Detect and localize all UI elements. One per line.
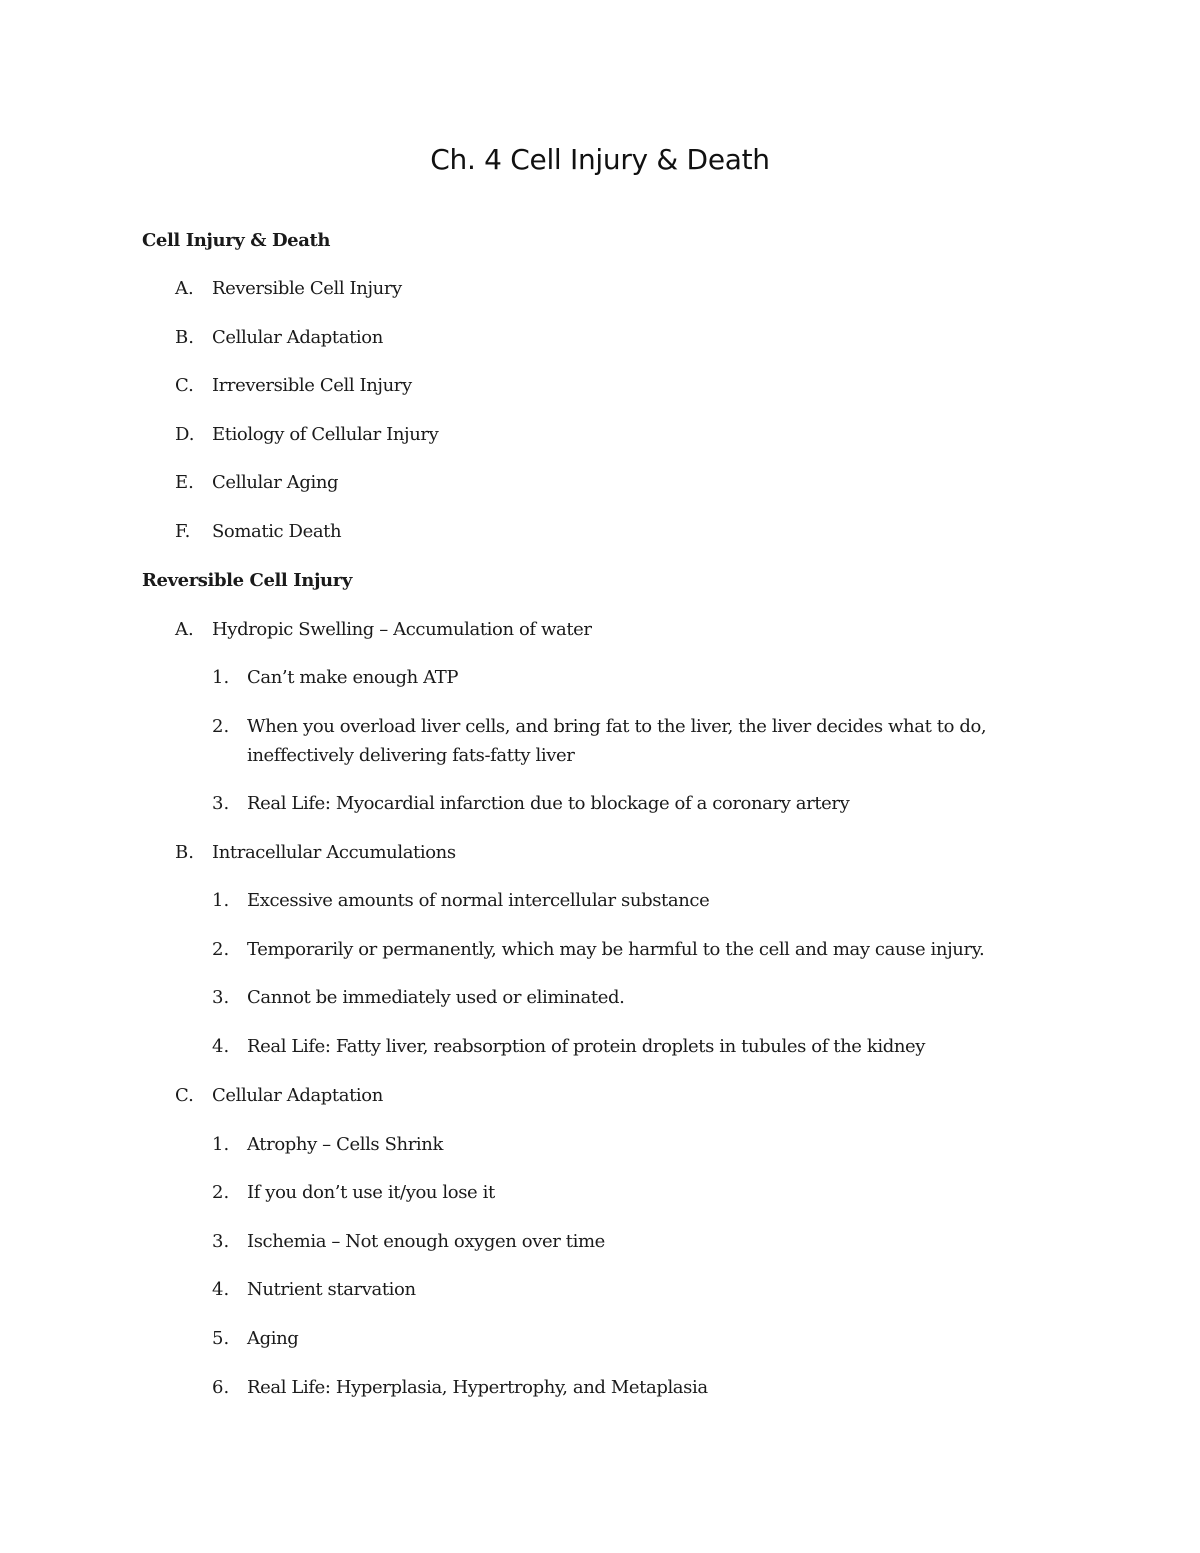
list-marker: 3. [212, 793, 230, 814]
list-marker: 2. [212, 1182, 230, 1203]
list-marker: 1. [212, 667, 230, 688]
list-item-text: Aging [247, 1328, 299, 1349]
list-item-text-line2: ineffectively delivering fats-fatty liver [247, 745, 575, 766]
list-item-text: Temporarily or permanently, which may be harmful to the cell and may cause injury. [247, 939, 985, 960]
list-item-text: Cellular Adaptation [212, 1085, 383, 1106]
list-item-text: Reversible Cell Injury [212, 278, 402, 299]
list-item-text: Real Life: Myocardial infarction due to blockage of a coronary artery [247, 793, 850, 814]
list-marker: 3. [212, 987, 230, 1008]
list-item-text: Excessive amounts of normal intercellular substance [247, 890, 710, 911]
list-marker: 6. [212, 1377, 230, 1398]
list-marker: 1. [212, 890, 230, 911]
list-marker: 2. [212, 939, 230, 960]
document-title: Ch. 4 Cell Injury & Death [430, 143, 770, 176]
list-item-text: Intracellular Accumulations [212, 842, 456, 863]
list-item-text: Real Life: Fatty liver, reabsorption of protein droplets in tubules of the kidney [247, 1036, 926, 1057]
list-item-text: Hydropic Swelling – Accumulation of water [212, 619, 592, 640]
list-marker: E. [175, 472, 194, 493]
list-item-text: Ischemia – Not enough oxygen over time [247, 1231, 605, 1252]
list-item-text: Cellular Adaptation [212, 327, 383, 348]
list-item-text: Real Life: Hyperplasia, Hypertrophy, and Metaplasia [247, 1377, 708, 1398]
section-heading-cell-injury: Cell Injury & Death [142, 230, 331, 251]
list-marker: C. [175, 1085, 194, 1106]
list-marker: D. [175, 424, 195, 445]
list-marker: 4. [212, 1279, 230, 1300]
list-item-text: Somatic Death [212, 521, 342, 542]
list-marker: B. [175, 842, 194, 863]
list-marker: 3. [212, 1231, 230, 1252]
list-item-text-line1: When you overload liver cells, and bring fat to the liver, the liver decides what to do, [247, 716, 987, 737]
list-item-text: If you don’t use it/you lose it [247, 1182, 495, 1203]
list-marker: B. [175, 327, 194, 348]
list-marker: 5. [212, 1328, 230, 1349]
list-item-text: Cellular Aging [212, 472, 339, 493]
list-marker: 1. [212, 1134, 230, 1155]
list-marker: A. [175, 619, 194, 640]
list-marker: 4. [212, 1036, 230, 1057]
section-heading-reversible-cell-injury: Reversible Cell Injury [142, 570, 352, 591]
list-item-text: Atrophy – Cells Shrink [247, 1134, 443, 1155]
list-item-text: Can’t make enough ATP [247, 667, 459, 688]
list-item-text: Irreversible Cell Injury [212, 375, 412, 396]
list-marker: F. [175, 521, 191, 542]
list-item-text: Etiology of Cellular Injury [212, 424, 439, 445]
list-item-text: Cannot be immediately used or eliminated. [247, 987, 625, 1008]
list-marker: 2. [212, 716, 230, 737]
list-marker: C. [175, 375, 194, 396]
list-marker: A. [175, 278, 194, 299]
list-item-text: Nutrient starvation [247, 1279, 416, 1300]
